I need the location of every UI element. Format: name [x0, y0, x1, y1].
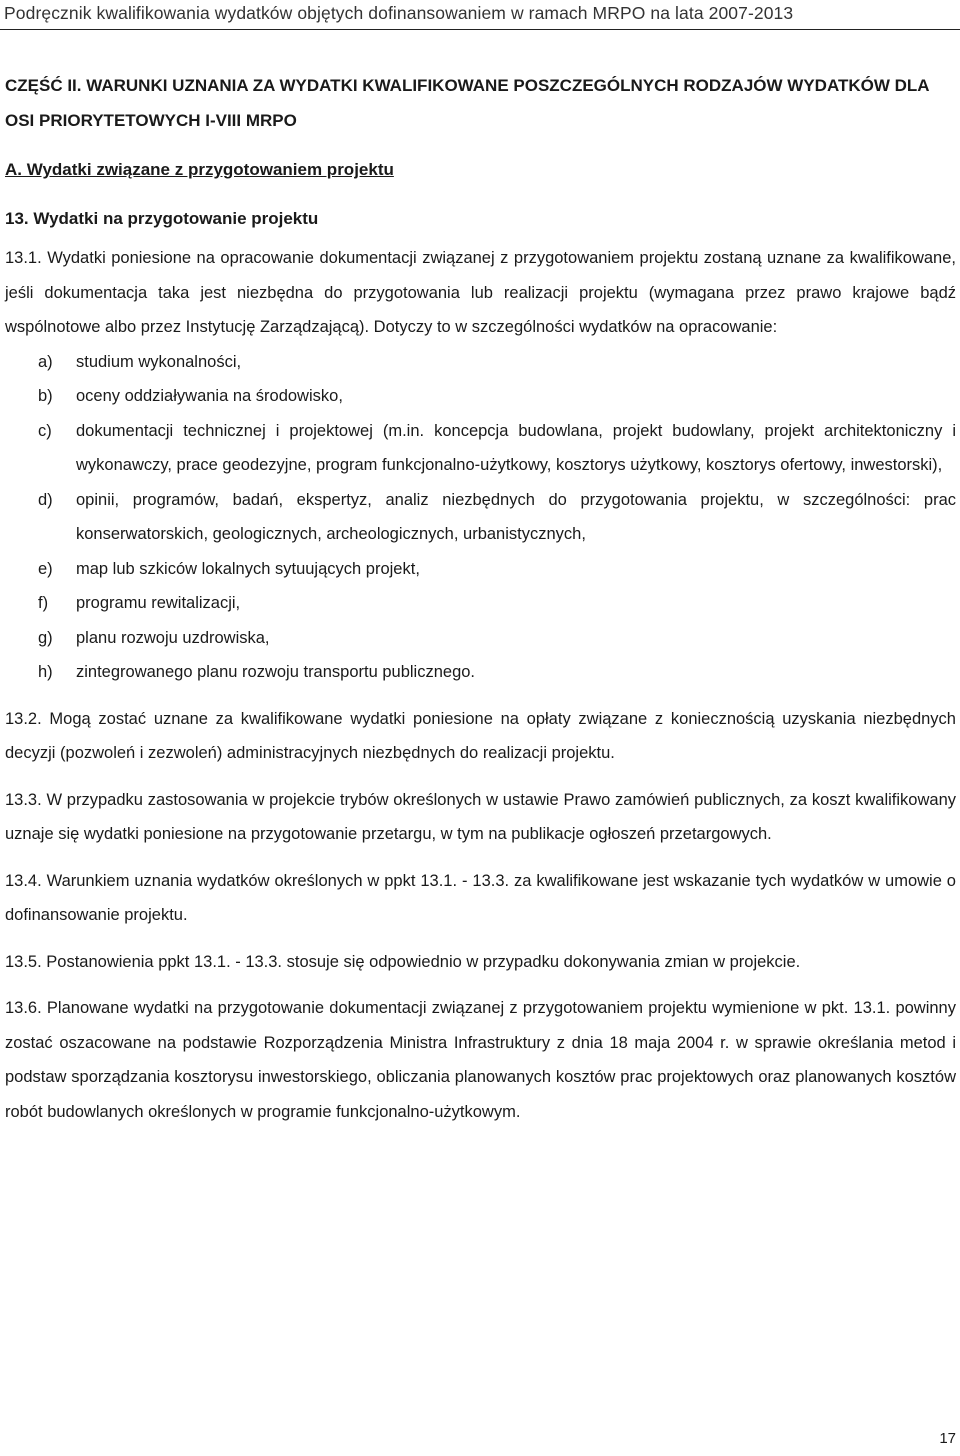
body-content — [5, 241, 956, 1129]
list-item — [5, 621, 956, 656]
list-item — [5, 345, 956, 380]
list-marker: c) — [38, 421, 52, 440]
list-item — [5, 552, 956, 587]
list-item-text: oceny oddziaływania na środowisko, — [76, 387, 343, 405]
list-item-text: programu rewitalizacji, — [76, 594, 241, 612]
running-header: Podręcznik kwalifikowania wydatków objętych dofinansowaniem w ramach MRPO na lata 2007-2013 — [4, 3, 794, 23]
page-number: 17 — [939, 1430, 956, 1447]
list-item — [5, 655, 956, 690]
section-13-heading: 13. Wydatki na przygotowanie projektu — [5, 209, 319, 228]
expense-list — [5, 345, 956, 690]
list-item-text: map lub szkiców lokalnych sytuujących projekt, — [76, 559, 420, 578]
list-marker: h) — [38, 663, 53, 681]
list-item — [5, 379, 956, 414]
part-title: CZĘŚĆ II. WARUNKI UZNANIA ZA WYDATKI KWALIFIKOWANE POSZCZEGÓLNYCH RODZAJÓW WYDATKÓW DLA OSI PRIORYTETOWYCH I-VIII MRPO — [5, 76, 929, 130]
paragraph-13-6: 13.6. Planowane wydatki na przygotowanie dokumentacji związanej z przygotowaniem projektu wymienione w pkt. 13.1. powinny zostać oszacowane na podstawie Rozporządzenia Ministra Infrastruktury z dnia 18 maja 2004 r. w sprawie określania metod i podstaw sporządzania kosztorysu inwestorskiego, obliczania planowanych kosztów prac projektowych oraz planowanych kosztów robót budowlanych określonych w programie funkcjonalno-użytkowym. — [5, 999, 956, 1121]
paragraph-13-5: 13.5. Postanowienia ppkt 13.1. - 13.3. stosuje się odpowiednio w przypadku dokonywania zmian w projekcie. — [5, 952, 801, 971]
list-marker: d) — [38, 490, 53, 509]
list-item-text: planu rozwoju uzdrowiska, — [76, 628, 270, 647]
list-marker: b) — [38, 387, 53, 405]
paragraph-13-4: 13.4. Warunkiem uznania wydatków określonych w ppkt 13.1. - 13.3. za kwalifikowane jest wskazanie tych wydatków w umowie o dofinansowanie projektu. — [5, 871, 956, 924]
list-item-text: opinii, programów, badań, ekspertyz, analiz niezbędnych do przygotowania projektu, w szczególności: prac konserwatorskich, geologicznych, archeologicznych, urbanistycznych, — [76, 490, 956, 543]
paragraph-13-3: 13.3. W przypadku zastosowania w projekcie trybów określonych w ustawie Prawo zamówień publicznych, za koszt kwalifikowany uznaje się wydatki poniesione na przygotowanie przetargu, w tym na publikacje ogłoszeń przetargowych. — [5, 790, 956, 843]
list-marker: a) — [38, 352, 53, 371]
paragraph-13-1: 13.1. Wydatki poniesione na opracowanie dokumentacji związanej z przygotowaniem projektu zostaną uznane za kwalifikowane, jeśli dokumentacja taka jest niezbędna do przygotowania lub realizacji projektu (wymagana przez prawo krajowe bądź wspólnotowe albo przez Instytucję Zarządzającą). Dotyczy to w szczególności wydatków na opracowanie: — [5, 249, 956, 336]
paragraph-13-2: 13.2. Mogą zostać uznane za kwalifikowane wydatki poniesione na opłaty związane z koniecznością uzyskania niezbędnych decyzji (pozwoleń i zezwoleń) administracyjnych niezbędnych do realizacji projektu. — [5, 709, 956, 762]
list-item-text: studium wykonalności, — [76, 352, 242, 371]
section-a-heading: A. Wydatki związane z przygotowaniem projektu — [5, 160, 394, 179]
list-item — [5, 414, 956, 483]
list-item-text: dokumentacji technicznej i projektowej (m.in. koncepcja budowlana, projekt budowlany, projekt architektoniczny i wykonawczy, prace geodezyjne, program funkcjonalno-użytkowy, kosztorys użytkowy, kosztorys ofertowy, inwestorski), — [76, 421, 956, 474]
list-marker: g) — [38, 628, 53, 647]
list-marker: e) — [38, 559, 53, 578]
list-item — [5, 483, 956, 552]
list-item-text: zintegrowanego planu rozwoju transportu publicznego. — [76, 663, 476, 681]
list-item — [5, 586, 956, 621]
header-rule — [0, 29, 960, 30]
list-marker: f) — [38, 594, 49, 612]
